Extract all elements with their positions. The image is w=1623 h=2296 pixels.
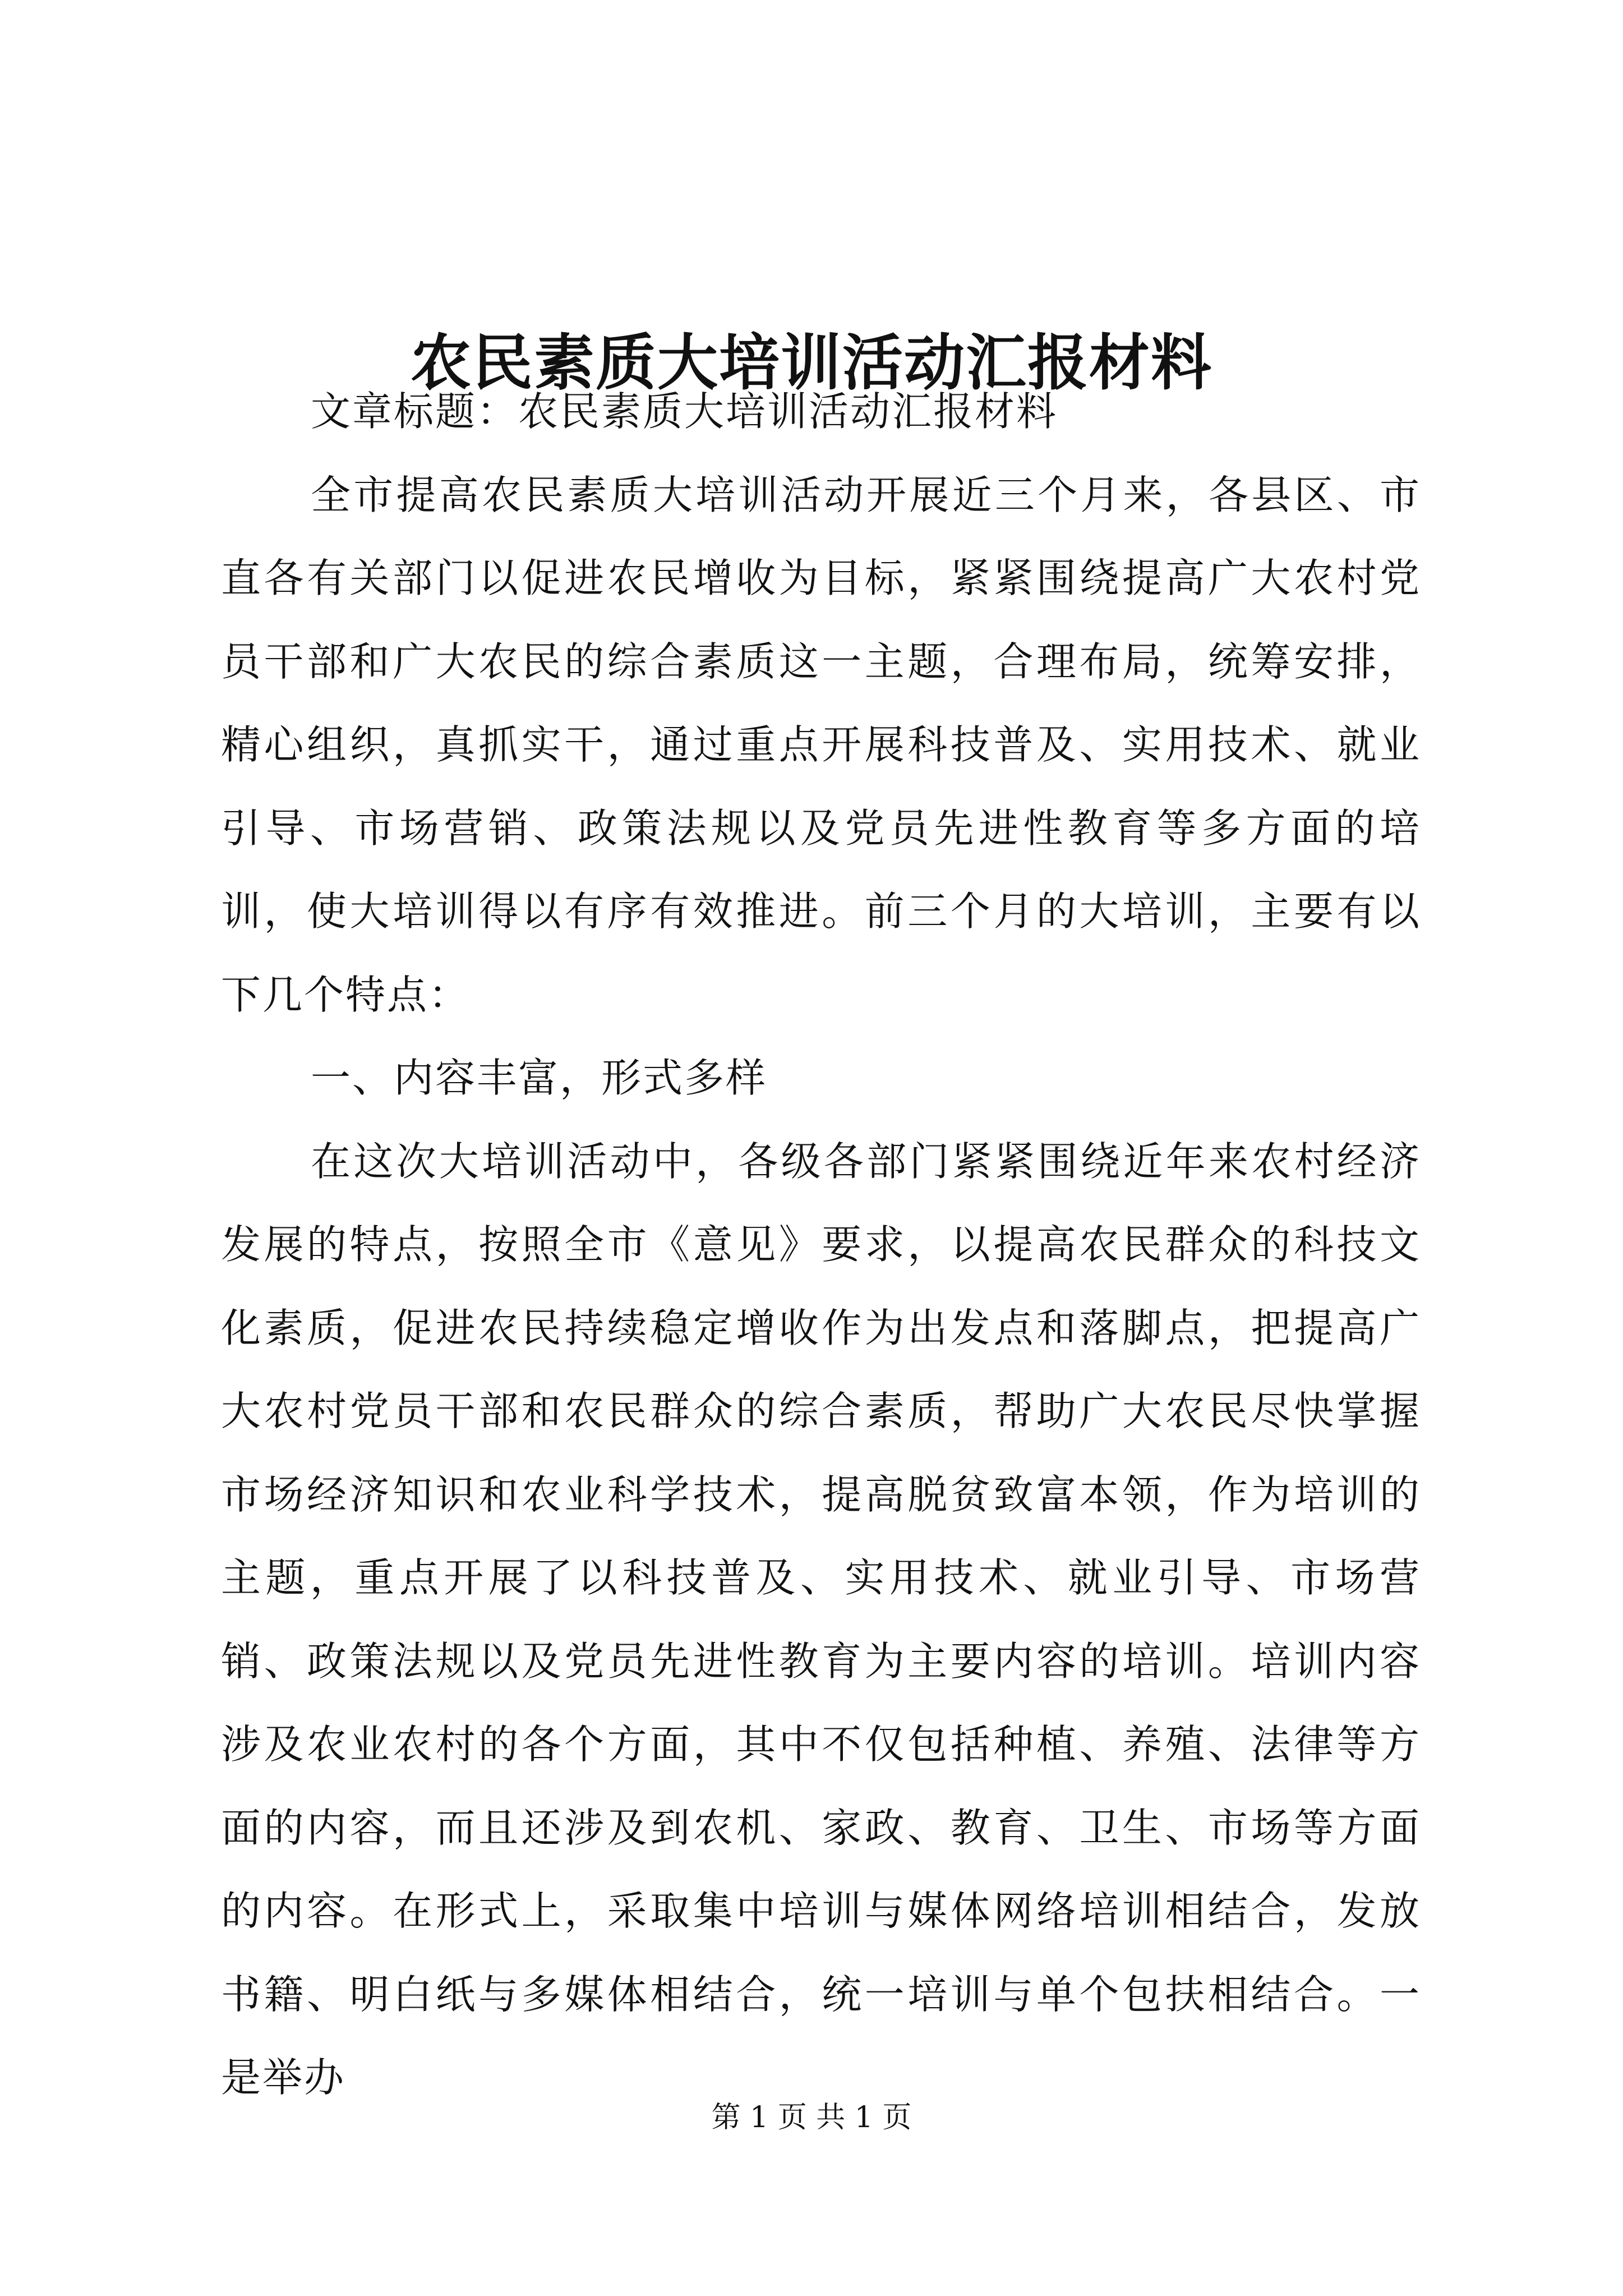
article-title-line: 文章标题：农民素质大培训活动汇报材料	[311, 388, 1058, 435]
document-title: 农民素质大培训活动汇报材料	[410, 328, 1212, 399]
section-heading: 一、内容丰富，形式多样	[311, 1055, 768, 1101]
intro-paragraph: 全市提高农民素质大培训活动开展近三个月来，各县区、市直各有关部门以促进农民增收为目标，紧紧围绕提高广大农村党员干部和广大农民的综合素质这一主题，合理布局，统筹安排，精心组织，真抓实干，通过重点开展科技普及、实用技术、就业引导、市场营销、政策法规以及党员先进性教育等多方面的培训，使大培训得以有序有效推进。前三个月的大培训，主要有以下几个特点：	[221, 471, 1421, 1018]
section-paragraph: 在这次大培训活动中，各级各部门紧紧围绕近年来农村经济发展的特点，按照全市《意见》要求，以提高农民群众的科技文化素质，促进农民持续稳定增收作为出发点和落脚点，把提高广大农村党员干部和农民群众的综合素质，帮助广大农民尽快掌握市场经济知识和农业科学技术，提高脱贫致富本领，作为培训的主题，重点开展了以科技普及、实用技术、就业引导、市场营销、政策法规以及党员先进性教育为主要内容的培训。培训内容涉及农业农村的各个方面，其中不仅包括种植、养殖、法律等方面的内容，而且还涉及到农机、家政、教育、卫生、市场等方面的内容。在形式上，采取集中培训与媒体网络培训相结合，发放书籍、明白纸与多媒体相结合，统一培训与单个包扶相结合。一是举办	[221, 1138, 1421, 2101]
page-footer: 第 1 页 共 1 页	[711, 2101, 912, 2134]
document-body	[221, 370, 1421, 2120]
